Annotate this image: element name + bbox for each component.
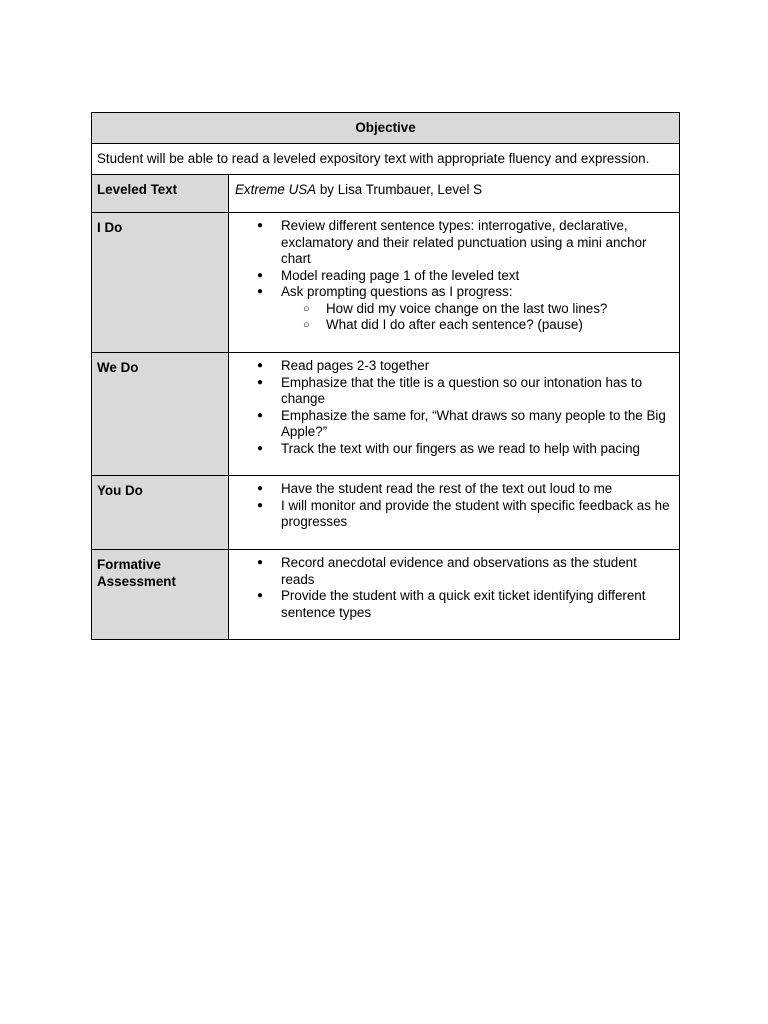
list-item: ● Review different sentence types: interrogative, declarative, exclamatory and their related punctuation using a mini anchor chart: [281, 218, 671, 268]
i-do-label: I Do: [92, 213, 229, 353]
we-do-content: [229, 353, 680, 476]
list-item: ● Emphasize that the title is a question so our intonation has to change: [281, 375, 671, 408]
you-do-row: [92, 476, 680, 550]
list-item: ● Track the text with our fingers as we read to help with pacing: [281, 441, 671, 458]
we-do-label: We Do: [92, 353, 229, 476]
sub-list-item: ○ What did I do after each sentence? (pause): [326, 317, 671, 334]
we-do-list: [229, 358, 671, 457]
leveled-text-row: [92, 175, 680, 213]
list-item: ● Emphasize the same for, “What draws so many people to the Big Apple?”: [281, 408, 671, 441]
objective-header: Objective: [92, 113, 680, 144]
book-title: Extreme USA: [235, 182, 317, 197]
list-item: ● Read pages 2-3 together: [281, 358, 671, 375]
objective-row: [92, 144, 680, 175]
list-item: ● Record anecdotal evidence and observations as the student reads: [281, 555, 671, 588]
you-do-list: [229, 481, 671, 531]
i-do-list: [229, 218, 671, 334]
you-do-content: [229, 476, 680, 550]
list-item: ● Have the student read the rest of the text out loud to me: [281, 481, 671, 498]
lesson-plan-table: [91, 112, 680, 640]
list-item: ● I will monitor and provide the student with specific feedback as he progresses: [281, 498, 671, 531]
you-do-label: You Do: [92, 476, 229, 550]
formative-list: [229, 555, 671, 621]
list-item: [281, 284, 671, 334]
list-item: ● Model reading page 1 of the leveled text: [281, 268, 671, 285]
formative-row: [92, 550, 680, 640]
list-item-text: Ask prompting questions as I progress:: [281, 284, 513, 299]
leveled-text-value: [229, 175, 680, 213]
i-do-content: [229, 213, 680, 353]
formative-label: Formative Assessment: [92, 550, 229, 640]
list-item: ● Provide the student with a quick exit ticket identifying different sentence types: [281, 588, 671, 621]
formative-content: [229, 550, 680, 640]
i-do-row: [92, 213, 680, 353]
we-do-row: [92, 353, 680, 476]
sub-list-item: ○ How did my voice change on the last two lines?: [326, 301, 671, 318]
i-do-sublist: [281, 301, 671, 334]
objective-header-row: [92, 113, 680, 144]
objective-text: Student will be able to read a leveled expository text with appropriate fluency and expression.: [92, 144, 680, 175]
leveled-text-label: Leveled Text: [92, 175, 229, 213]
book-details: by Lisa Trumbauer, Level S: [316, 182, 483, 197]
